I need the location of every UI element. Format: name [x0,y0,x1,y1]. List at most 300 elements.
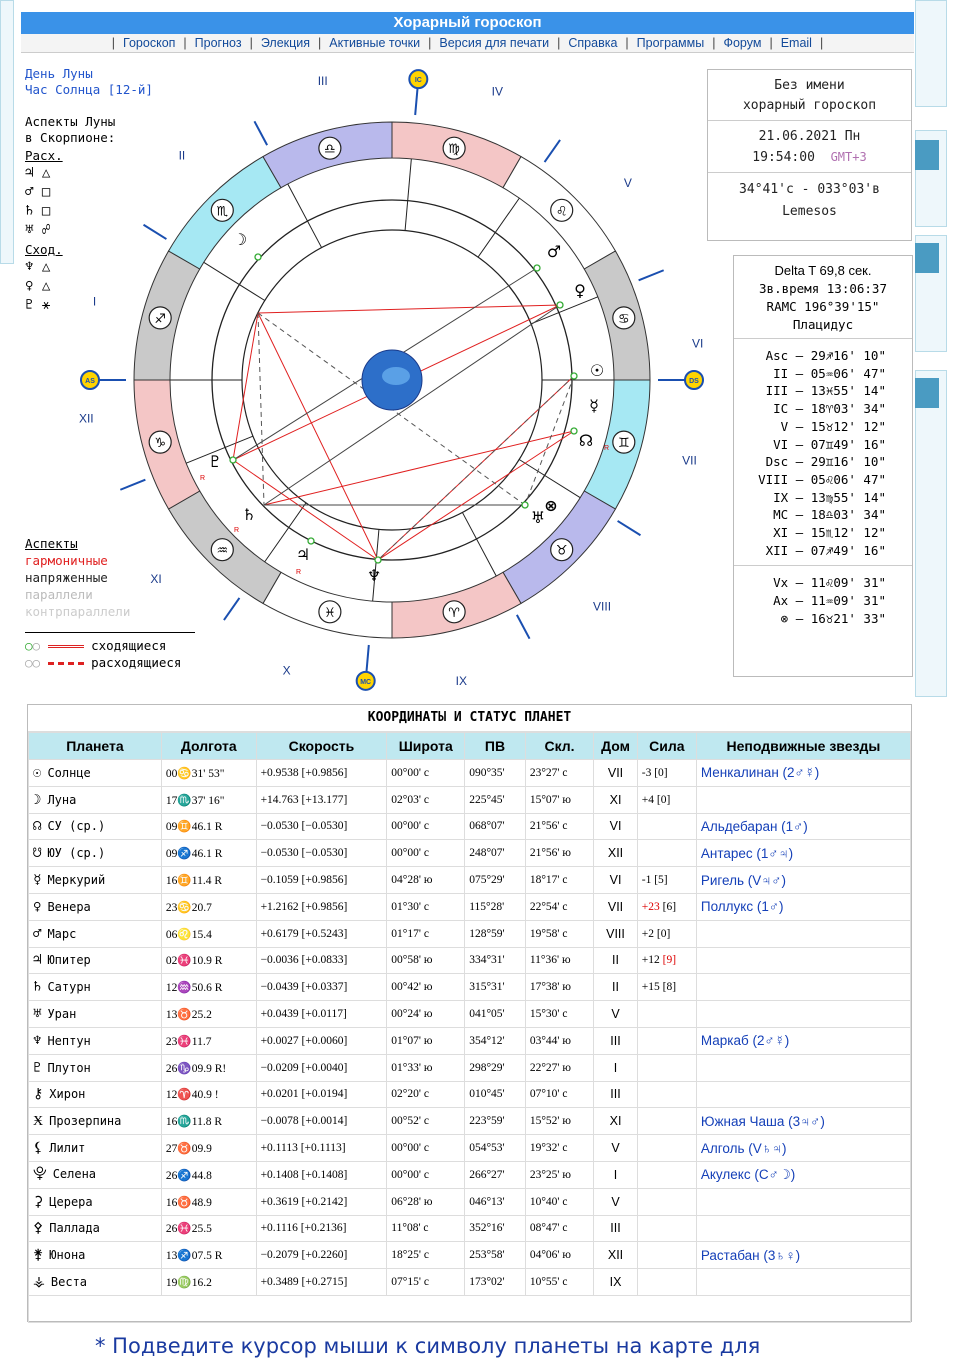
declination-cell: 15°07' ю [525,786,593,813]
zodiac-sign-icon: ♒ [216,543,229,559]
fixed-star-cell[interactable] [696,974,910,1001]
planet-position-dot [557,302,563,308]
speed-cell: +0.6179 [+0.5243] [256,920,387,947]
separating-aspect[interactable]: ♄ □ [25,203,51,219]
table-row[interactable] [29,867,911,894]
zodiac-sign-icon: ♎ [324,142,336,158]
planet-mercury-icon[interactable]: ☿ [589,396,599,415]
house-cell: VII [594,760,638,787]
house-cusp-line [288,184,322,248]
declination-cell: 22°27' ю [525,1054,593,1081]
menu-item-programs[interactable]: Программы [636,36,705,50]
chart-date: 21.06.2021 Пн [758,129,861,144]
fixed-star-cell[interactable]: Альдебаран (1♂) [696,813,910,840]
longitude-cell: 00♋31' 53" [161,760,256,787]
latitude-cell: 02°03' с [387,786,465,813]
legend-applying-label: сходящиеся [91,638,167,653]
declination-cell: 19°32' с [525,1135,593,1162]
menu-item-election[interactable]: Элекция [260,36,311,50]
planet-name-cell [29,786,162,813]
planet-name-cell [29,1161,162,1188]
point-item: ⊗ – 16♉21' 33" [780,610,886,626]
latitude-cell: 01°30' с [387,893,465,920]
table-row[interactable] [29,947,911,974]
longitude-cell: 26♓25.5 [161,1215,256,1242]
house-cell: XII [594,840,638,867]
planet-venus-icon[interactable]: ♀ [574,281,586,300]
table-row[interactable] [29,813,911,840]
page-title: Хорарный гороскоп [21,12,914,34]
planet-sun-icon[interactable]: ☉ [589,361,605,380]
speed-cell: −0.0530 [−0.0530] [256,840,387,867]
zodiac-sign-icon: ♏ [216,204,229,220]
legend-harmonic[interactable]: гармоничные [25,553,108,568]
planet-glyph-icon: ⚸ [33,1140,44,1157]
planet-glyph-icon: ⚳ [33,1193,44,1210]
house-cell: XII [594,1242,638,1269]
right-ascension-cell: 354°12' [465,1027,526,1054]
planet-name-cell [29,760,162,787]
aspect-line [264,431,574,505]
house-number-label: V [623,176,632,191]
power-cell [637,1054,696,1081]
chart-name: Без имени [774,78,845,93]
latitude-cell: 00°00' с [387,840,465,867]
fixed-star-cell[interactable] [696,786,910,813]
fixed-star-cell[interactable] [696,1269,910,1296]
table-header-row [29,733,911,760]
side-tab-4[interactable] [915,378,939,408]
right-ascension-cell: 075°29' [465,867,526,894]
planet-table-container [27,704,912,1322]
house-cusp-line [405,159,411,231]
power-cell: -1 [5] [637,867,696,894]
cusp-tick [415,88,417,115]
power-cell: +2 [0] [637,920,696,947]
planet-name: Сатурн [47,980,91,995]
fixed-star-cell[interactable]: Менкалинан (2♂☿) [696,760,910,787]
speed-cell: −0.2079 [+0.2260] [256,1242,387,1269]
power-cell: -3 [0] [637,760,696,787]
cusp-item: IX – 13♍55' 14" [773,489,886,505]
house-cell: VII [594,893,638,920]
planet-pluto-icon[interactable]: ♇ [207,452,223,471]
latitude-cell: 02°20' с [387,1081,465,1108]
house-number-label: VI [692,336,704,351]
house-cell: V [594,1001,638,1028]
table-row[interactable] [29,1054,911,1081]
house-cell: VI [594,813,638,840]
planet-position-dot [255,254,261,260]
speed-cell: +0.1408 [+0.1408] [256,1161,387,1188]
power-cell [637,1001,696,1028]
fixed-star-cell[interactable]: Алголь (V♄♃) [696,1135,910,1162]
table-row[interactable] [29,1108,911,1135]
table-header-cell: Дом [594,733,638,760]
speed-cell: +1.2162 [+0.9856] [256,893,387,920]
planet-node-icon[interactable]: ☊ [578,431,594,450]
cusp-item: XI – 15♏12' 12" [773,525,886,541]
globe-highlight [382,367,410,385]
declination-cell: 23°27' с [525,760,593,787]
planet-glyph-icon: ⚵ [33,1247,44,1264]
table-row[interactable] [29,893,911,920]
separating-aspect[interactable]: ♃ △ [25,165,51,181]
declination-cell: 21°56' ю [525,840,593,867]
latitude-cell: 00°24' ю [387,1001,465,1028]
latitude-cell: 00°42' ю [387,974,465,1001]
planet-name: Церера [49,1194,93,1209]
planet-name: Лилит [49,1141,86,1156]
house-number-label: XII [78,411,94,426]
power-cell: +12 [9] [637,947,696,974]
speed-cell: +0.9538 [+0.9856] [256,760,387,787]
applying-label: Сход. [25,242,63,257]
fixed-star-cell[interactable]: Южная Чаша (3♃♂) [696,1108,910,1135]
longitude-cell: 12♒50.6 R [161,974,256,1001]
table-row[interactable] [29,1161,911,1188]
planet-name: Плутон [47,1060,91,1075]
planet-uranus-icon[interactable]: ♅ [530,508,546,527]
cusp-tick [517,615,530,639]
latitude-cell: 07°15' с [387,1269,465,1296]
special-points [734,566,912,627]
table-row[interactable] [29,1027,911,1054]
zodiac-sign-icon: ♑ [154,436,167,452]
legend-tense[interactable]: напряженные [25,570,108,585]
cusp-tick [224,598,239,620]
house-cusp-line [204,262,265,300]
table-row[interactable] [29,760,911,787]
side-panel-4 [915,370,947,697]
house-cell: XI [594,1108,638,1135]
table-row[interactable] [29,920,911,947]
planet-name-cell [29,840,162,867]
delta-t: Delta T 69,8 сек. [774,263,872,278]
right-ascension-cell: 173°02' [465,1269,526,1296]
separating-aspect[interactable]: ♂ □ [25,184,51,200]
cusp-item: Dsc – 29♊16' 10" [765,454,886,470]
latitude-cell: 11°08' с [387,1215,465,1242]
power-cell: +23 [6] [637,893,696,920]
cusp-item: IC – 18♈03' 34" [773,401,886,417]
fixed-star-cell[interactable]: Поллукс (1♂) [696,893,910,920]
speed-cell: +0.3489 [+0.2715] [256,1269,387,1296]
declination-cell: 21°56' с [525,813,593,840]
menu-item-active-points[interactable]: Активные точки [329,36,421,50]
power-cell [637,813,696,840]
planet-glyph-icon: ☋ [33,845,42,862]
menu-item-email[interactable]: Email [780,36,812,50]
declination-cell: 15°52' ю [525,1108,593,1135]
planet-name: Луна [47,792,77,807]
fixed-star-cell[interactable]: Маркаб (2♂☿) [696,1027,910,1054]
house-cell: I [594,1161,638,1188]
separating-aspect[interactable]: ♅ ☍ [25,222,51,238]
table-row[interactable] [29,1242,911,1269]
house-cell: III [594,1215,638,1242]
legend-applying-row: ○○ сходящиеся [25,638,167,653]
longitude-cell: 16♊11.4 R [161,867,256,894]
fixed-star-cell[interactable] [696,920,910,947]
planet-name-cell [29,1188,162,1215]
house-number-label: IV [491,84,504,99]
menu-item-help[interactable]: Справка [568,36,618,50]
latitude-cell: 00°58' ю [387,947,465,974]
cusp-tick [366,645,368,672]
longitude-cell: 16♏11.8 R [161,1108,256,1135]
fixed-star-cell[interactable]: Растабан (3♄♀) [696,1242,910,1269]
declination-cell: 19°58' с [525,920,593,947]
planet-name: Венера [47,899,91,914]
table-row[interactable] [29,1215,911,1242]
cusp-item: III – 13♓55' 14" [765,383,886,399]
planet-mars-icon[interactable]: ♂ [546,242,562,261]
longitude-cell: 23♋20.7 [161,893,256,920]
planet-name: Меркурий [47,873,106,888]
table-row[interactable] [29,1188,911,1215]
planet-saturn-icon[interactable]: ♄ [241,505,257,524]
retrograde-mark: R [234,527,240,534]
power-cell [637,1161,696,1188]
right-ascension-cell: 128°59' [465,920,526,947]
right-ascension-cell: 315°31' [465,974,526,1001]
planet-name-cell [29,1135,162,1162]
applying-aspect[interactable]: ♇ ⚹ [25,297,51,313]
cusp-item: XII – 07♐49' 16" [765,542,886,558]
house-system: Плацидус [792,317,854,332]
zodiac-sign-icon: ♋ [617,311,630,327]
power-cell: +15 [8] [637,974,696,1001]
planet-name-cell [29,1215,162,1242]
planet-position-dot [230,457,236,463]
right-ascension-cell: 248°07' [465,840,526,867]
moon-day-link[interactable]: День Луны [25,66,93,81]
applying-line-icon [48,645,84,648]
separating-label: Расх. [25,148,63,163]
point-item: Ax – 11♒09' 31" [773,593,886,609]
planet-glyph-icon: ☉ [33,764,42,781]
table-row[interactable] [29,1269,911,1296]
house-cusp-line [531,297,598,324]
declination-cell: 18°17' с [525,867,593,894]
power-cell [637,1135,696,1162]
side-tab-2[interactable] [915,140,939,170]
legend-separating-row [25,654,195,671]
separating-circle-icon: ○○ [25,655,41,670]
longitude-cell: 16♉48.9 [161,1188,256,1215]
speed-cell: −0.0530 [−0.0530] [256,813,387,840]
power-cell [637,1081,696,1108]
fixed-star-cell[interactable]: Акулекс (С♂☽) [696,1161,910,1188]
planet-name: Уран [47,1007,77,1022]
fixed-star-cell[interactable]: Ригель (V♃♂) [696,867,910,894]
planet-name: СУ (ср.) [47,819,106,834]
planet-position-dot [571,428,577,434]
legend-parallels[interactable]: параллели [25,587,93,602]
retrograde-mark: R [296,569,302,576]
planet-position-dot [308,538,314,544]
planet-name: Юпитер [47,953,91,968]
declination-cell: 17°38' ю [525,974,593,1001]
planet-name-cell [29,867,162,894]
applying-aspect[interactable]: ♆ △ [25,259,51,275]
menu-item-forecast[interactable]: Прогноз [194,36,242,50]
table-header-cell: Сила [637,733,696,760]
declination-cell: 10°40' с [525,1188,593,1215]
house-cell: II [594,974,638,1001]
planet-glyph-icon: ⯓ [33,1165,47,1182]
aspects-legend [25,535,195,671]
footer-hint: * Подведите курсор мыши к символу планеты на карте для [95,1334,761,1358]
menu-item-horoscope[interactable]: Гороскоп [123,36,176,50]
right-ascension-cell: 090°35' [465,760,526,787]
table-header-cell: Планета [29,733,162,760]
longitude-cell: 13♐07.5 R [161,1242,256,1269]
longitude-cell: 19♍16.2 [161,1269,256,1296]
house-number-label: III [317,73,328,88]
planet-name: Хирон [49,1087,86,1102]
house-cusp-line [478,198,519,257]
longitude-cell: 09♐46.1 R [161,840,256,867]
planet-jupiter-icon[interactable]: ♃ [295,545,311,564]
cusp-item: V – 15♉12' 12" [780,418,886,434]
axis-label: DS [689,378,699,385]
fixed-star-cell[interactable] [696,1215,910,1242]
planet-name-cell [29,893,162,920]
planet-neptune-icon[interactable]: ♆ [366,566,382,585]
latitude-cell: 00°00' с [387,1161,465,1188]
menu-item-forum[interactable]: Форум [723,36,762,50]
house-cell: III [594,1027,638,1054]
house-number-label: VIII [593,599,612,614]
cusp-list [734,339,912,566]
retrograde-mark: R [604,445,610,452]
chart-timezone: GMT+3 [830,150,867,164]
planet-glyph-icon: ♂ [33,925,42,942]
power-cell [637,1269,696,1296]
house-number-label: X [282,663,291,678]
power-cell [637,1108,696,1135]
cusp-tick [545,140,560,162]
speed-cell: −0.1059 [+0.9856] [256,867,387,894]
fixed-star-cell[interactable]: Антарес (1♂♃) [696,840,910,867]
table-row[interactable] [29,1135,911,1162]
fixed-star-cell[interactable] [696,1054,910,1081]
declination-cell: 10°55' с [525,1269,593,1296]
cusp-item: VIII – 05♌06' 47" [758,471,886,487]
planet-position-dot [571,373,577,379]
zodiac-sign-icon: ♐ [154,311,167,327]
chart-place: Lemesos [782,204,837,219]
longitude-cell: 06♌15.4 [161,920,256,947]
right-ascension-cell: 298°29' [465,1054,526,1081]
right-ascension-cell: 352°16' [465,1215,526,1242]
fixed-star-cell[interactable] [696,1188,910,1215]
house-cell: I [594,1054,638,1081]
planet-name: ЮУ (ср.) [47,846,106,861]
aspect-line [264,305,560,505]
planet-name-cell [29,1054,162,1081]
power-cell: +4 [0] [637,786,696,813]
planet-glyph-icon: ⚷ [33,1086,44,1103]
chart-coordinates: 34°41'с - 033°03'в [739,182,880,197]
table-header-cell: ПВ [465,733,526,760]
cusp-item: II – 05♒06' 47" [773,365,886,381]
house-cell: VIII [594,920,638,947]
applying-aspect[interactable]: ♀ △ [25,278,51,294]
fixed-star-cell[interactable] [696,1081,910,1108]
planet-glyph-icon: ☿ [33,872,42,889]
longitude-cell: 13♉25.2 [161,1001,256,1028]
right-ascension-cell: 266°27' [465,1161,526,1188]
longitude-cell: 26♐44.8 [161,1161,256,1188]
latitude-cell: 00°52' с [387,1108,465,1135]
right-ascension-cell: 115°28' [465,893,526,920]
sun-hour-link[interactable]: Час Солнца [12-й] [25,82,153,97]
chart-info-box [707,69,912,241]
axis-label: IC [414,77,422,85]
planet-fortune-icon[interactable]: ⊗ [544,496,558,515]
power-cell [637,840,696,867]
right-ascension-cell: 253°58' [465,1242,526,1269]
planet-moon-icon[interactable]: ☽ [232,230,248,249]
latitude-cell: 00°00' с [387,760,465,787]
moon-aspects-sign: в Скорпионе: [25,130,116,145]
table-row[interactable] [29,1081,911,1108]
legend-contraparallels[interactable]: контрпараллели [25,604,131,619]
declination-cell: 08°47' с [525,1215,593,1242]
speed-cell: +0.1116 [+0.2136] [256,1215,387,1242]
main-menu: | Гороскоп | Прогноз | Элекция | Активные точки | Версия для печати | Справка | Программы | Форум | Email | [21,34,914,53]
planet-table [28,732,911,1323]
table-header-cell: Скорость [256,733,387,760]
planet-name: Нептун [47,1033,91,1048]
speed-cell: +0.0439 [+0.0117] [256,1001,387,1028]
cusp-item: Asc – 29♐16' 10" [765,348,886,363]
fixed-star-cell[interactable] [696,947,910,974]
house-cell: V [594,1135,638,1162]
table-row[interactable] [29,786,911,813]
declination-cell: 11°36' ю [525,947,593,974]
table-row[interactable] [29,840,911,867]
aspect-line-dashed [258,313,264,505]
declination-cell: 04°06' ю [525,1242,593,1269]
applying-circle-icon: ○ [25,638,33,653]
table-row[interactable] [29,1001,911,1028]
side-tab-3[interactable] [915,243,939,273]
declination-cell: 22°54' с [525,893,593,920]
fixed-star-cell[interactable] [696,1001,910,1028]
power-cell [637,1027,696,1054]
right-ascension-cell: 010°45' [465,1081,526,1108]
planet-glyph-icon: ♇ [33,1059,42,1076]
declination-cell: 23°25' ю [525,1161,593,1188]
latitude-cell: 01°17' с [387,920,465,947]
speed-cell: +0.3619 [+0.2142] [256,1188,387,1215]
cusp-tick [639,270,664,280]
house-cusp-line [519,459,580,497]
menu-item-print-version[interactable]: Версия для печати [439,36,550,50]
legend-title: Аспекты [25,536,78,551]
right-ascension-cell: 054°53' [465,1135,526,1162]
table-row[interactable] [29,974,911,1001]
longitude-cell: 17♏37' 16" [161,786,256,813]
cusp-tick [144,225,167,239]
speed-cell: −0.0439 [+0.0337] [256,974,387,1001]
planet-name: Селена [52,1166,97,1181]
longitude-cell: 23♓11.7 [161,1027,256,1054]
